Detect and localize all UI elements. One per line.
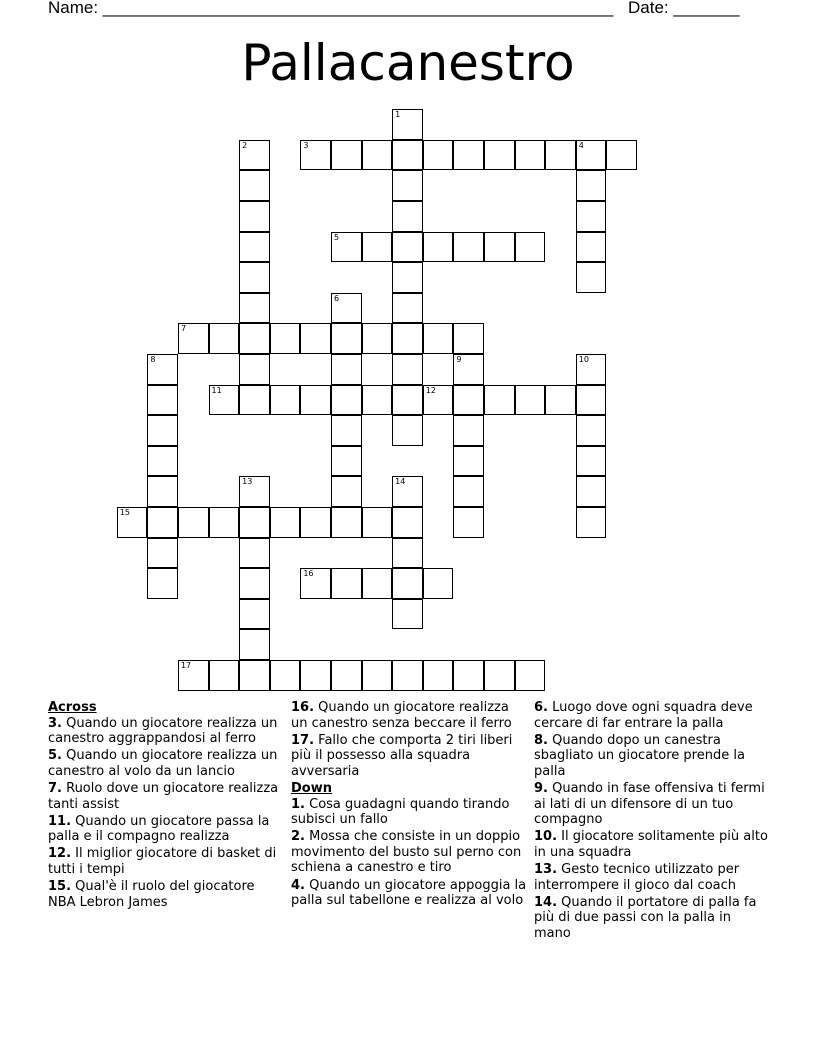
grid-cell[interactable] (331, 232, 362, 263)
grid-cell[interactable] (239, 660, 270, 691)
grid-cell[interactable] (331, 507, 362, 538)
grid-cell[interactable] (392, 354, 423, 385)
grid-cell[interactable] (453, 507, 484, 538)
cell-number: 5 (333, 232, 340, 242)
grid-cell[interactable] (453, 140, 484, 171)
grid-cell[interactable] (331, 293, 362, 324)
clue-across-15: 15. Qual'è il ruolo del giocatore NBA Lebron James (48, 879, 255, 910)
grid-cell[interactable] (453, 232, 484, 263)
grid-cell[interactable] (147, 415, 178, 446)
grid-cell[interactable] (484, 232, 515, 263)
grid-cell[interactable] (362, 232, 393, 263)
cell-number: 1 (395, 110, 401, 120)
grid-cell[interactable] (147, 446, 178, 477)
cell-number: 14 (395, 477, 406, 487)
cell-number: 15 (119, 508, 130, 518)
grid-cell[interactable] (576, 446, 607, 477)
grid-cell[interactable] (178, 323, 209, 354)
grid-cell[interactable] (423, 660, 454, 691)
grid-cell[interactable] (392, 293, 423, 324)
grid-cell[interactable] (362, 568, 393, 599)
grid-cell[interactable] (392, 476, 423, 507)
grid-cell[interactable] (576, 262, 607, 293)
grid-cell[interactable] (423, 323, 454, 354)
grid-cell[interactable] (576, 232, 607, 263)
grid-cell[interactable] (392, 568, 423, 599)
clue-down-1: 1. Cosa guadagni quando tirando subisci un fallo (291, 796, 510, 828)
clue-across-11: 11. Quando un giocatore passa la palla e il compagno realizza (48, 813, 270, 845)
grid-cell[interactable] (576, 507, 607, 538)
grid-cell[interactable] (239, 201, 270, 232)
grid-cell[interactable] (576, 385, 607, 416)
grid-cell[interactable] (300, 385, 331, 416)
grid-cell[interactable] (392, 109, 423, 140)
clue-down-10: 10. Il giocatore solitamente più alto in una squadra (534, 829, 768, 860)
grid-cell[interactable] (453, 660, 484, 691)
grid-cell[interactable] (239, 476, 270, 507)
grid-cell[interactable] (239, 568, 270, 599)
grid-cell[interactable] (270, 323, 301, 354)
grid-cell[interactable] (392, 538, 423, 569)
grid-cell[interactable] (576, 170, 607, 201)
grid-cell[interactable] (576, 476, 607, 507)
grid-cell[interactable] (147, 538, 178, 569)
cell-number: 16 (303, 569, 314, 579)
grid-cell[interactable] (270, 660, 301, 691)
grid-cell[interactable] (362, 323, 393, 354)
grid-cell[interactable] (331, 354, 362, 385)
grid-cell[interactable] (209, 385, 240, 416)
grid-cell[interactable] (576, 201, 607, 232)
grid-cell[interactable] (484, 140, 515, 171)
grid-cell[interactable] (239, 599, 270, 630)
clue-down-6: 6. Luogo dove ogni squadra deve cercare di far entrare la palla (534, 700, 753, 731)
grid-cell[interactable] (331, 385, 362, 416)
grid-cell[interactable] (239, 385, 270, 416)
down-heading: Down (291, 780, 332, 796)
grid-cell[interactable] (392, 323, 423, 354)
grid-cell[interactable] (515, 660, 546, 691)
clue-across-16: 16. Quando un giocatore realizza un canestro senza beccare il ferro (291, 700, 512, 731)
grid-cell[interactable] (331, 660, 362, 691)
grid-cell[interactable] (209, 507, 240, 538)
grid-cell[interactable] (606, 140, 637, 171)
clues-column-3 (534, 700, 770, 943)
grid-cell[interactable] (362, 140, 393, 171)
grid-cell[interactable] (453, 354, 484, 385)
grid-cell[interactable] (576, 354, 607, 385)
cell-number: 12 (425, 385, 436, 395)
grid-cell[interactable] (117, 507, 148, 538)
grid-cell[interactable] (239, 538, 270, 569)
grid-cell[interactable] (392, 660, 423, 691)
cell-number: 3 (303, 140, 309, 150)
grid-cell[interactable] (331, 476, 362, 507)
grid-cell[interactable] (453, 415, 484, 446)
cell-number: 7 (180, 324, 187, 334)
grid-cell[interactable] (239, 629, 270, 660)
date-field-label: Date: _______ (628, 0, 740, 17)
clue-across-12: 12. Il miglior giocatore di basket di tutti i tempi (48, 846, 277, 877)
grid-cell[interactable] (392, 232, 423, 263)
grid-cell[interactable] (178, 507, 209, 538)
grid-cell[interactable] (239, 232, 270, 263)
grid-cell[interactable] (392, 415, 423, 446)
grid-cell[interactable] (239, 323, 270, 354)
name-field-label: Name: ______________________________________________________ (48, 0, 614, 17)
grid-cell[interactable] (423, 140, 454, 171)
grid-cell[interactable] (331, 323, 362, 354)
grid-cell[interactable] (392, 262, 423, 293)
grid-cell[interactable] (239, 140, 270, 171)
grid-cell[interactable] (423, 568, 454, 599)
grid-cell[interactable] (239, 507, 270, 538)
grid-cell[interactable] (331, 140, 362, 171)
clue-down-2: 2. Mossa che consiste in un doppio movimento del busto sul perno con schiena a canestro e tiro (291, 829, 522, 876)
grid-cell[interactable] (331, 415, 362, 446)
grid-cell[interactable] (147, 568, 178, 599)
page-title: Pallacanestro (241, 34, 575, 92)
cell-number: 11 (211, 385, 222, 395)
grid-cell[interactable] (178, 660, 209, 691)
grid-cell[interactable] (515, 232, 546, 263)
clue-across-3: 3. Quando un giocatore realizza un canestro aggrappandosi al ferro (48, 715, 278, 747)
grid-cell[interactable] (362, 660, 393, 691)
grid-cell[interactable] (515, 385, 546, 416)
grid-cell[interactable] (362, 507, 393, 538)
grid-cell[interactable] (270, 385, 301, 416)
grid-cell[interactable] (239, 293, 270, 324)
grid-cell[interactable] (147, 385, 178, 416)
cell-number: 9 (456, 355, 462, 365)
grid-cell[interactable] (453, 446, 484, 477)
grid-cell[interactable] (576, 415, 607, 446)
cell-number: 13 (242, 477, 253, 487)
grid-cell[interactable] (147, 476, 178, 507)
grid-cell[interactable] (423, 232, 454, 263)
clue-across-7: 7. Ruolo dove un giocatore realizza tanti assist (48, 780, 279, 812)
grid-cell[interactable] (239, 170, 270, 201)
grid-cell[interactable] (209, 660, 240, 691)
grid-cell[interactable] (453, 385, 484, 416)
grid-cell[interactable] (515, 140, 546, 171)
clue-across-17: 17. Fallo che comporta 2 tiri liberi più il possesso alla squadra avversaria (291, 732, 513, 779)
grid-cell[interactable] (576, 140, 607, 171)
grid-cell[interactable] (300, 507, 331, 538)
grid-cell[interactable] (545, 140, 576, 171)
grid-cell[interactable] (392, 140, 423, 171)
cell-number: 6 (333, 293, 340, 303)
clue-across-5: 5. Quando un giocatore realizza un canestro al volo da un lancio (48, 748, 278, 779)
grid-cell[interactable] (270, 507, 301, 538)
clue-down-13: 13. Gesto tecnico utilizzato per interrompere il gioco dal coach (534, 861, 740, 893)
grid-cell[interactable] (239, 354, 270, 385)
cell-number: 4 (578, 140, 584, 150)
cell-number: 2 (242, 140, 248, 150)
grid-cell[interactable] (239, 262, 270, 293)
grid-cell[interactable] (545, 385, 576, 416)
grid-cell[interactable] (300, 323, 331, 354)
grid-cell[interactable] (392, 201, 423, 232)
grid-cell[interactable] (147, 354, 178, 385)
clues-column-2 (291, 700, 527, 910)
grid-cell[interactable] (331, 568, 362, 599)
grid-cell[interactable] (484, 385, 515, 416)
clues-column-1 (48, 700, 284, 912)
grid-cell[interactable] (331, 446, 362, 477)
cell-number: 17 (180, 661, 192, 671)
grid-cell[interactable] (392, 507, 423, 538)
grid-cell[interactable] (147, 507, 178, 538)
clue-down-4: 4. Quando un giocatore appoggia la palla sul tabellone e realizza al volo (291, 877, 527, 909)
grid-cell[interactable] (300, 140, 331, 171)
clue-down-9: 9. Quando in fase offensiva ti fermi ai lati di un difensore di un tuo compagno (534, 780, 765, 828)
grid-cell[interactable] (392, 170, 423, 201)
cell-number: 8 (150, 355, 156, 365)
across-heading: Across (48, 700, 97, 715)
grid-cell[interactable] (392, 385, 423, 416)
grid-cell[interactable] (392, 599, 423, 630)
grid-cell[interactable] (423, 385, 454, 416)
grid-cell[interactable] (209, 323, 240, 354)
cell-number: 10 (578, 355, 589, 365)
grid-cell[interactable] (453, 323, 484, 354)
grid-cell[interactable] (362, 385, 393, 416)
grid-cell[interactable] (484, 660, 515, 691)
grid-cell[interactable] (300, 568, 331, 599)
clue-down-14: 14. Quando il portatore di palla fa più di due passi con la palla in mano (534, 894, 757, 941)
clue-down-8: 8. Quando dopo un canestra sbagliato un giocatore prende la palla (534, 732, 745, 779)
grid-cell[interactable] (453, 476, 484, 507)
grid-cell[interactable] (300, 660, 331, 691)
